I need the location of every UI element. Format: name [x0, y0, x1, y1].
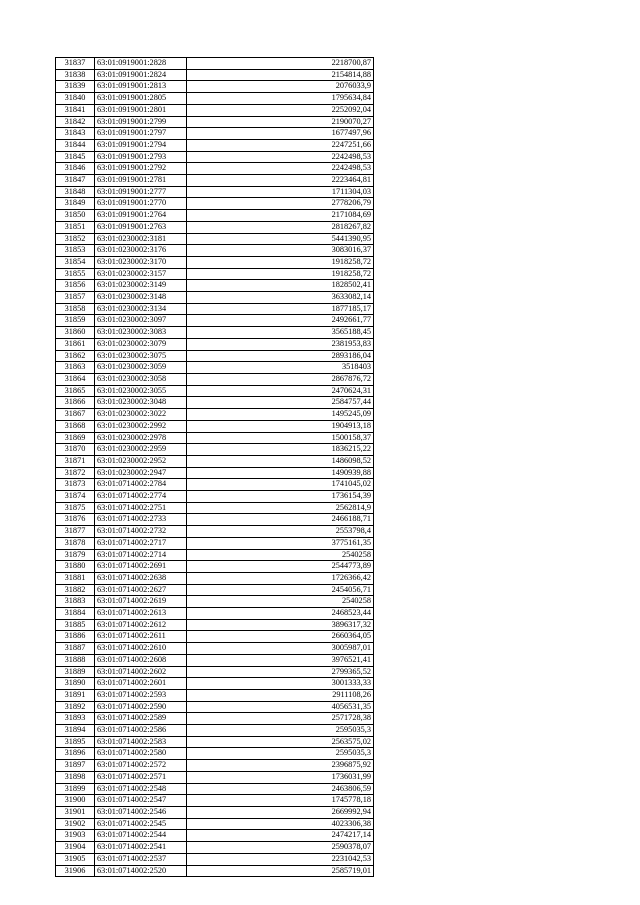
table-row [56, 116, 374, 128]
value-cell: 2190070,27 [187, 116, 374, 128]
table-row [56, 81, 374, 93]
cadastral-number-cell: 63:01:0919001:2781 [95, 175, 187, 187]
table-row [56, 444, 374, 456]
value-cell: 1736154,39 [187, 491, 374, 503]
value-cell: 1677497,96 [187, 128, 374, 140]
cadastral-number-cell: 63:01:0714002:2547 [95, 795, 187, 807]
row-number-cell: 31886 [56, 631, 95, 643]
row-number-cell: 31898 [56, 771, 95, 783]
table-row [56, 104, 374, 116]
cadastral-number-cell: 63:01:0230002:3157 [95, 268, 187, 280]
table-row [56, 139, 374, 151]
value-cell: 3775161,35 [187, 537, 374, 549]
table-row [56, 725, 374, 737]
row-number-cell: 31839 [56, 81, 95, 93]
row-number-cell: 31890 [56, 678, 95, 690]
value-cell: 2381953,83 [187, 338, 374, 350]
table-row [56, 678, 374, 690]
row-number-cell: 31846 [56, 163, 95, 175]
table-row [56, 210, 374, 222]
value-cell: 1795634,84 [187, 93, 374, 105]
value-cell: 4023306,38 [187, 818, 374, 830]
value-cell: 3083016,37 [187, 245, 374, 257]
table-row [56, 397, 374, 409]
value-cell: 1486098,52 [187, 455, 374, 467]
value-cell: 2584757,44 [187, 397, 374, 409]
row-number-cell: 31840 [56, 93, 95, 105]
cadastral-number-cell: 63:01:0714002:2619 [95, 596, 187, 608]
row-number-cell: 31892 [56, 701, 95, 713]
table-row [56, 327, 374, 339]
row-number-cell: 31872 [56, 467, 95, 479]
cadastral-number-cell: 63:01:0230002:2992 [95, 420, 187, 432]
cadastral-number-cell: 63:01:0714002:2691 [95, 561, 187, 573]
table-row [56, 292, 374, 304]
table-row [56, 350, 374, 362]
cadastral-number-cell: 63:01:0919001:2777 [95, 186, 187, 198]
cadastral-number-cell: 63:01:0714002:2638 [95, 572, 187, 584]
value-cell: 1836215,22 [187, 444, 374, 456]
value-cell: 2818267,82 [187, 221, 374, 233]
cadastral-number-cell: 63:01:0714002:2541 [95, 842, 187, 854]
value-cell: 2867876,72 [187, 373, 374, 385]
value-cell: 2470624,31 [187, 385, 374, 397]
table-row [56, 303, 374, 315]
row-number-cell: 31900 [56, 795, 95, 807]
value-cell: 1877185,17 [187, 303, 374, 315]
cadastral-number-cell: 63:01:0230002:2952 [95, 455, 187, 467]
cadastral-number-cell: 63:01:0714002:2784 [95, 479, 187, 491]
row-number-cell: 31895 [56, 736, 95, 748]
row-number-cell: 31884 [56, 608, 95, 620]
row-number-cell: 31902 [56, 818, 95, 830]
row-number-cell: 31894 [56, 725, 95, 737]
table-row [56, 175, 374, 187]
table-row [56, 280, 374, 292]
table-row [56, 713, 374, 725]
row-number-cell: 31859 [56, 315, 95, 327]
table-row [56, 338, 374, 350]
value-cell: 2231042,53 [187, 853, 374, 865]
cadastral-number-cell: 63:01:0714002:2589 [95, 713, 187, 725]
row-number-cell: 31865 [56, 385, 95, 397]
row-number-cell: 31883 [56, 596, 95, 608]
value-cell: 2242498,53 [187, 151, 374, 163]
cadastral-number-cell: 63:01:0714002:2602 [95, 666, 187, 678]
value-cell: 1711304,03 [187, 186, 374, 198]
row-number-cell: 31867 [56, 409, 95, 421]
table-row [56, 584, 374, 596]
value-cell: 3633082,14 [187, 292, 374, 304]
cadastral-number-cell: 63:01:0230002:3083 [95, 327, 187, 339]
table-row [56, 736, 374, 748]
row-number-cell: 31876 [56, 514, 95, 526]
table-row [56, 58, 374, 70]
value-cell: 1918258,72 [187, 256, 374, 268]
row-number-cell: 31854 [56, 256, 95, 268]
row-number-cell: 31850 [56, 210, 95, 222]
value-cell: 2590378,07 [187, 842, 374, 854]
row-number-cell: 31860 [56, 327, 95, 339]
cadastral-number-cell: 63:01:0714002:2774 [95, 491, 187, 503]
row-number-cell: 31858 [56, 303, 95, 315]
cadastral-number-cell: 63:01:0230002:3181 [95, 233, 187, 245]
value-cell: 2242498,53 [187, 163, 374, 175]
row-number-cell: 31889 [56, 666, 95, 678]
row-number-cell: 31842 [56, 116, 95, 128]
cadastral-number-cell: 63:01:0714002:2586 [95, 725, 187, 737]
cadastral-number-cell: 63:01:0919001:2763 [95, 221, 187, 233]
cadastral-number-cell: 63:01:0714002:2520 [95, 865, 187, 877]
table-row [56, 151, 374, 163]
cadastral-number-cell: 63:01:0919001:2794 [95, 139, 187, 151]
value-cell: 2454056,71 [187, 584, 374, 596]
table-row [56, 561, 374, 573]
row-number-cell: 31897 [56, 760, 95, 772]
row-number-cell: 31851 [56, 221, 95, 233]
cadastral-number-cell: 63:01:0714002:2593 [95, 689, 187, 701]
table-row [56, 514, 374, 526]
row-number-cell: 31874 [56, 491, 95, 503]
table-row [56, 795, 374, 807]
cadastral-number-cell: 63:01:0919001:2824 [95, 69, 187, 81]
cadastral-number-cell: 63:01:0919001:2797 [95, 128, 187, 140]
cadastral-number-cell: 63:01:0714002:2717 [95, 537, 187, 549]
data-table [55, 57, 374, 877]
table-row [56, 128, 374, 140]
cadastral-number-cell: 63:01:0714002:2612 [95, 619, 187, 631]
table-row [56, 315, 374, 327]
value-cell: 2171084,69 [187, 210, 374, 222]
value-cell: 2466188,71 [187, 514, 374, 526]
cadastral-number-cell: 63:01:0230002:3058 [95, 373, 187, 385]
value-cell: 3896317,32 [187, 619, 374, 631]
row-number-cell: 31893 [56, 713, 95, 725]
cadastral-number-cell: 63:01:0714002:2590 [95, 701, 187, 713]
value-cell: 2396875,92 [187, 760, 374, 772]
cadastral-number-cell: 63:01:0919001:2805 [95, 93, 187, 105]
cadastral-number-cell: 63:01:0919001:2793 [95, 151, 187, 163]
table-row [56, 163, 374, 175]
table-row [56, 198, 374, 210]
cadastral-number-cell: 63:01:0230002:3097 [95, 315, 187, 327]
row-number-cell: 31845 [56, 151, 95, 163]
value-cell: 2076033,9 [187, 81, 374, 93]
cadastral-number-cell: 63:01:0714002:2613 [95, 608, 187, 620]
value-cell: 3518403 [187, 362, 374, 374]
value-cell: 2492661,77 [187, 315, 374, 327]
table-row [56, 689, 374, 701]
cadastral-number-cell: 63:01:0714002:2601 [95, 678, 187, 690]
table-row [56, 385, 374, 397]
row-number-cell: 31878 [56, 537, 95, 549]
row-number-cell: 31848 [56, 186, 95, 198]
value-cell: 2893186,04 [187, 350, 374, 362]
cadastral-number-cell: 63:01:0230002:3148 [95, 292, 187, 304]
cadastral-number-cell: 63:01:0714002:2583 [95, 736, 187, 748]
table-row [56, 771, 374, 783]
table-row [56, 491, 374, 503]
table-row [56, 268, 374, 280]
value-cell: 2474217,14 [187, 830, 374, 842]
row-number-cell: 31853 [56, 245, 95, 257]
value-cell: 2562814,9 [187, 502, 374, 514]
cadastral-number-cell: 63:01:0714002:2544 [95, 830, 187, 842]
cadastral-number-cell: 63:01:0714002:2733 [95, 514, 187, 526]
row-number-cell: 31875 [56, 502, 95, 514]
table-row [56, 608, 374, 620]
row-number-cell: 31869 [56, 432, 95, 444]
value-cell: 1745778,18 [187, 795, 374, 807]
cadastral-number-cell: 63:01:0714002:2714 [95, 549, 187, 561]
table-row [56, 643, 374, 655]
value-cell: 2563575,02 [187, 736, 374, 748]
cadastral-number-cell: 63:01:0714002:2537 [95, 853, 187, 865]
table-row [56, 619, 374, 631]
value-cell: 1495245,09 [187, 409, 374, 421]
cadastral-number-cell: 63:01:0230002:3055 [95, 385, 187, 397]
cadastral-number-cell: 63:01:0714002:2572 [95, 760, 187, 772]
cadastral-number-cell: 63:01:0714002:2546 [95, 807, 187, 819]
value-cell: 1741045,02 [187, 479, 374, 491]
row-number-cell: 31866 [56, 397, 95, 409]
value-cell: 1500158,37 [187, 432, 374, 444]
cadastral-number-cell: 63:01:0714002:2571 [95, 771, 187, 783]
cadastral-number-cell: 63:01:0919001:2799 [95, 116, 187, 128]
row-number-cell: 31905 [56, 853, 95, 865]
cadastral-number-cell: 63:01:0714002:2627 [95, 584, 187, 596]
cadastral-number-cell: 63:01:0230002:3176 [95, 245, 187, 257]
row-number-cell: 31862 [56, 350, 95, 362]
row-number-cell: 31899 [56, 783, 95, 795]
row-number-cell: 31904 [56, 842, 95, 854]
value-cell: 2911108,26 [187, 689, 374, 701]
value-cell: 2544773,89 [187, 561, 374, 573]
row-number-cell: 31882 [56, 584, 95, 596]
table-row [56, 69, 374, 81]
table-row [56, 818, 374, 830]
table-row [56, 526, 374, 538]
cadastral-number-cell: 63:01:0230002:3149 [95, 280, 187, 292]
value-cell: 5441390,95 [187, 233, 374, 245]
table-row [56, 666, 374, 678]
cadastral-number-cell: 63:01:0919001:2828 [95, 58, 187, 70]
value-cell: 2540258 [187, 549, 374, 561]
cadastral-number-cell: 63:01:0919001:2792 [95, 163, 187, 175]
value-cell: 1904913,18 [187, 420, 374, 432]
table-row [56, 233, 374, 245]
row-number-cell: 31838 [56, 69, 95, 81]
cadastral-number-cell: 63:01:0714002:2608 [95, 654, 187, 666]
value-cell: 1726366,42 [187, 572, 374, 584]
value-cell: 2799365,52 [187, 666, 374, 678]
row-number-cell: 31855 [56, 268, 95, 280]
row-number-cell: 31849 [56, 198, 95, 210]
cadastral-number-cell: 63:01:0919001:2770 [95, 198, 187, 210]
table-row [56, 760, 374, 772]
row-number-cell: 31843 [56, 128, 95, 140]
cadastral-number-cell: 63:01:0714002:2580 [95, 748, 187, 760]
value-cell: 3976521,41 [187, 654, 374, 666]
cadastral-number-cell: 63:01:0230002:2959 [95, 444, 187, 456]
table-row [56, 455, 374, 467]
table-row [56, 186, 374, 198]
row-number-cell: 31864 [56, 373, 95, 385]
table-row [56, 362, 374, 374]
table-row [56, 549, 374, 561]
value-cell: 2154814,88 [187, 69, 374, 81]
cadastral-number-cell: 63:01:0230002:2947 [95, 467, 187, 479]
row-number-cell: 31885 [56, 619, 95, 631]
table-row [56, 409, 374, 421]
row-number-cell: 31856 [56, 280, 95, 292]
table-row [56, 537, 374, 549]
cadastral-number-cell: 63:01:0230002:3075 [95, 350, 187, 362]
row-number-cell: 31891 [56, 689, 95, 701]
table-row [56, 502, 374, 514]
table-row [56, 420, 374, 432]
table-row [56, 865, 374, 877]
cadastral-number-cell: 63:01:0714002:2610 [95, 643, 187, 655]
row-number-cell: 31837 [56, 58, 95, 70]
value-cell: 1918258,72 [187, 268, 374, 280]
cadastral-number-cell: 63:01:0714002:2611 [95, 631, 187, 643]
cadastral-number-cell: 63:01:0714002:2548 [95, 783, 187, 795]
row-number-cell: 31857 [56, 292, 95, 304]
row-number-cell: 31906 [56, 865, 95, 877]
value-cell: 2669992,94 [187, 807, 374, 819]
value-cell: 4056531,35 [187, 701, 374, 713]
table-row [56, 572, 374, 584]
value-cell: 2553798,4 [187, 526, 374, 538]
row-number-cell: 31870 [56, 444, 95, 456]
row-number-cell: 31844 [56, 139, 95, 151]
row-number-cell: 31888 [56, 654, 95, 666]
cadastral-number-cell: 63:01:0230002:2978 [95, 432, 187, 444]
table-row [56, 807, 374, 819]
value-cell: 1736031,99 [187, 771, 374, 783]
value-cell: 3565188,45 [187, 327, 374, 339]
value-cell: 2463806,59 [187, 783, 374, 795]
table-row [56, 631, 374, 643]
value-cell: 2468523,44 [187, 608, 374, 620]
row-number-cell: 31887 [56, 643, 95, 655]
value-cell: 2585719,01 [187, 865, 374, 877]
cadastral-number-cell: 63:01:0714002:2545 [95, 818, 187, 830]
row-number-cell: 31873 [56, 479, 95, 491]
row-number-cell: 31901 [56, 807, 95, 819]
row-number-cell: 31881 [56, 572, 95, 584]
value-cell: 1490939,88 [187, 467, 374, 479]
row-number-cell: 31863 [56, 362, 95, 374]
table-row [56, 432, 374, 444]
table-body [56, 58, 374, 877]
row-number-cell: 31879 [56, 549, 95, 561]
cadastral-number-cell: 63:01:0230002:3059 [95, 362, 187, 374]
value-cell: 2571728,38 [187, 713, 374, 725]
cadastral-number-cell: 63:01:0230002:3170 [95, 256, 187, 268]
row-number-cell: 31852 [56, 233, 95, 245]
cadastral-number-cell: 63:01:0714002:2751 [95, 502, 187, 514]
table-row [56, 783, 374, 795]
row-number-cell: 31861 [56, 338, 95, 350]
table-row [56, 221, 374, 233]
table-row [56, 467, 374, 479]
table-row [56, 93, 374, 105]
cadastral-number-cell: 63:01:0230002:3022 [95, 409, 187, 421]
table-row [56, 479, 374, 491]
table-row [56, 701, 374, 713]
value-cell: 1828502,41 [187, 280, 374, 292]
value-cell: 3001333,33 [187, 678, 374, 690]
value-cell: 2252092,04 [187, 104, 374, 116]
cadastral-number-cell: 63:01:0919001:2764 [95, 210, 187, 222]
cadastral-number-cell: 63:01:0919001:2813 [95, 81, 187, 93]
value-cell: 2218700,87 [187, 58, 374, 70]
row-number-cell: 31880 [56, 561, 95, 573]
cadastral-number-cell: 63:01:0919001:2801 [95, 104, 187, 116]
value-cell: 2595035,3 [187, 725, 374, 737]
value-cell: 3005987,01 [187, 643, 374, 655]
table-row [56, 853, 374, 865]
row-number-cell: 31877 [56, 526, 95, 538]
table-row [56, 842, 374, 854]
table-row [56, 373, 374, 385]
cadastral-number-cell: 63:01:0230002:3079 [95, 338, 187, 350]
value-cell: 2660364,05 [187, 631, 374, 643]
table-row [56, 830, 374, 842]
table-row [56, 748, 374, 760]
table-row [56, 256, 374, 268]
value-cell: 2223464,81 [187, 175, 374, 187]
row-number-cell: 31903 [56, 830, 95, 842]
row-number-cell: 31841 [56, 104, 95, 116]
cadastral-number-cell: 63:01:0230002:3134 [95, 303, 187, 315]
value-cell: 2595035,3 [187, 748, 374, 760]
value-cell: 2778206,79 [187, 198, 374, 210]
table-row [56, 245, 374, 257]
cadastral-number-cell: 63:01:0230002:3048 [95, 397, 187, 409]
row-number-cell: 31871 [56, 455, 95, 467]
row-number-cell: 31847 [56, 175, 95, 187]
value-cell: 2247251,66 [187, 139, 374, 151]
cadastral-number-cell: 63:01:0714002:2732 [95, 526, 187, 538]
row-number-cell: 31896 [56, 748, 95, 760]
value-cell: 2540258 [187, 596, 374, 608]
table-row [56, 654, 374, 666]
table-row [56, 596, 374, 608]
row-number-cell: 31868 [56, 420, 95, 432]
